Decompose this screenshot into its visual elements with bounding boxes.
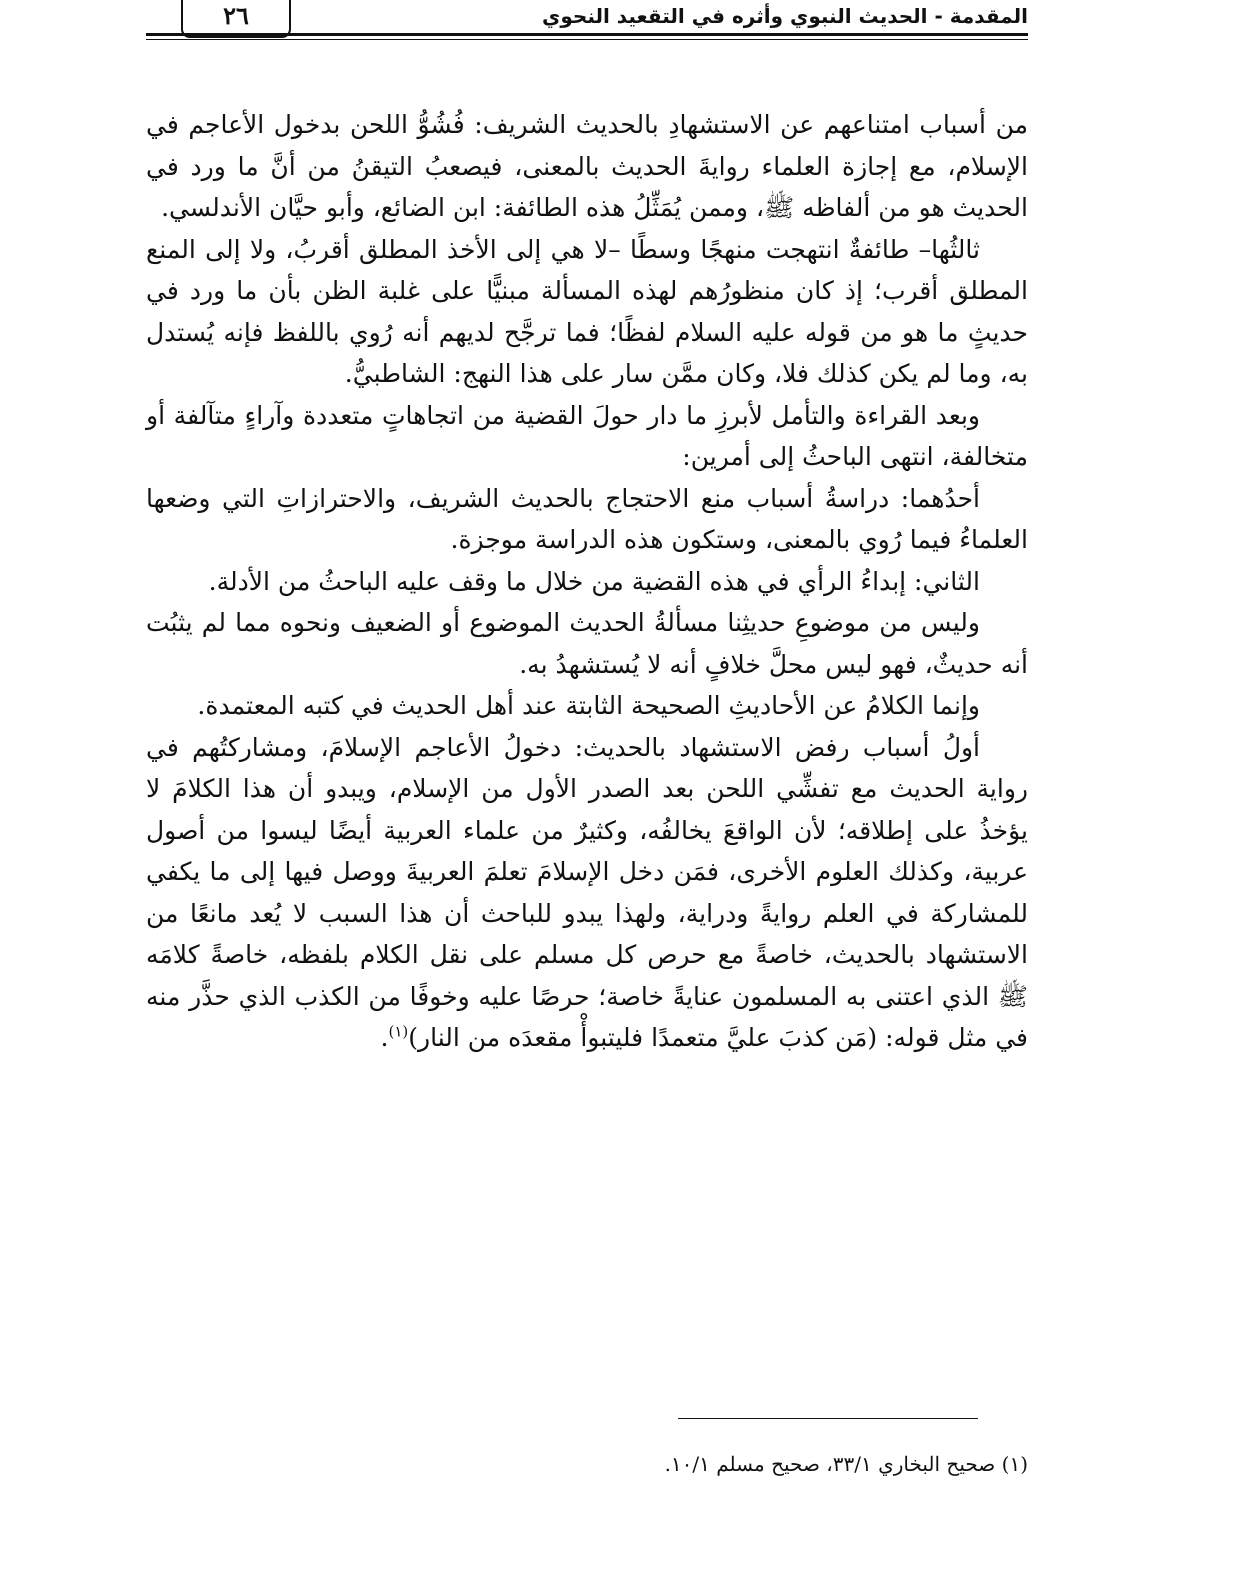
running-header-title: المقدمة - الحديث النبوي وأثره في التقعيد النحوي xyxy=(542,4,1028,28)
paragraph: وليس من موضوعِ حديثِنا مسألةُ الحديث الموضوع أو الضعيف ونحوه مما لم يثبُت أنه حديثٌ، فهو ليس محلَّ خلافٍ أنه لا يُستشهدُ به. xyxy=(146,608,1028,679)
paragraph: أحدُهما: دراسةُ أسباب منع الاحتجاج بالحديث الشريف، والاحترازاتِ التي وضعها العلماءُ فيما رُوي بالمعنى، وستكون هذه الدراسة موجزة. xyxy=(146,483,1028,554)
footnote: (١) صحيح البخاري ٣٣/١، صحيح مسلم ١٠/١. xyxy=(664,1452,1028,1476)
paragraph: ثالثُها– طائفةٌ انتهجت منهجًا وسطًا –لا هي إلى الأخذ المطلق أقربُ، ولا إلى المنع المطلق أقرب؛ إذ كان منظورُهم لهذه المسألة مبنيًّا على غلبة الظن بأن ما ورد في حديثٍ ما هو من قوله عليه السلام لفظًا؛ فما ترجَّح لديهم أنه رُوي باللفظ فإنه يُستدل به، وما لم يكن كذلك فلا، وكان ممَّن سار على هذا النهج: الشاطبيُّ. xyxy=(146,234,1028,388)
footnote-separator xyxy=(678,1418,978,1419)
body-text xyxy=(146,104,1028,1059)
paragraph: وإنما الكلامُ عن الأحاديثِ الصحيحة الثابتة عند أهل الحديث في كتبه المعتمدة. xyxy=(197,691,980,720)
header-rule-thick xyxy=(146,33,1028,36)
paragraph: وبعد القراءة والتأمل لأبرزِ ما دار حولَ القضية من اتجاهاتٍ متعددة وآراءٍ متآلفة أو متخالفة، انتهى الباحثُ إلى أمرين: xyxy=(146,400,1028,471)
paragraph-text: أولُ أسباب رفض الاستشهاد بالحديث: دخولُ الأعاجم الإسلامَ، ومشاركتُهم في رواية الحديث مع تفشِّي اللحن بعد الصدر الأول من الإسلام، ويبدو أن هذا الكلامَ لا يؤخذُ على إطلاقه؛ لأن الواقعَ يخالفُه، وكثيرٌ من علماء العربية أيضًا ليسوا من أصول عربية، وكذلك العلوم الأخرى، فمَن دخل الإسلامَ تعلمَ العربيةَ ووصل فيها إلى ما يكفي للمشاركة في العلم روايةً ودراية، ولهذا يبدو للباحث أن هذا السبب لا يُعد مانعًا من الاستشهاد بالحديث، خاصةً مع حرص كل مسلم على نقل الكلام بلفظه، خاصةً كلامَه ﷺ الذي اعتنى به المسلمون عنايةً خاصة؛ حرصًا عليه وخوفًا من الكذب الذي حذَّر منه في مثل قوله: (مَن كذبَ عليَّ متعمدًا فليتبوأْ مقعدَه من النار) xyxy=(146,732,1028,1052)
paragraph: من أسباب امتناعهم عن الاستشهادِ بالحديث الشريف: فُشُوُّ اللحن بدخول الأعاجم في الإسلام، مع إجازة العلماء روايةَ الحديث بالمعنى، فيصعبُ التيقنُ من أنَّ ما ورد في الحديث هو من ألفاظه ﷺ، وممن يُمَثِّلُ هذه الطائفة: ابن الضائع، وأبو حيَّان الأندلسي. xyxy=(146,110,1028,222)
header-rule-thin xyxy=(146,39,1028,40)
paragraph-tail: . xyxy=(380,1023,389,1052)
paragraph-with-footnote xyxy=(146,727,1028,1059)
paragraph: الثاني: إبداءُ الرأي في هذه القضية من خلال ما وقف عليه الباحثُ من الأدلة. xyxy=(208,566,980,596)
footnote-reference: (١) xyxy=(388,1022,409,1041)
page-number: ٢٦ xyxy=(181,0,291,38)
